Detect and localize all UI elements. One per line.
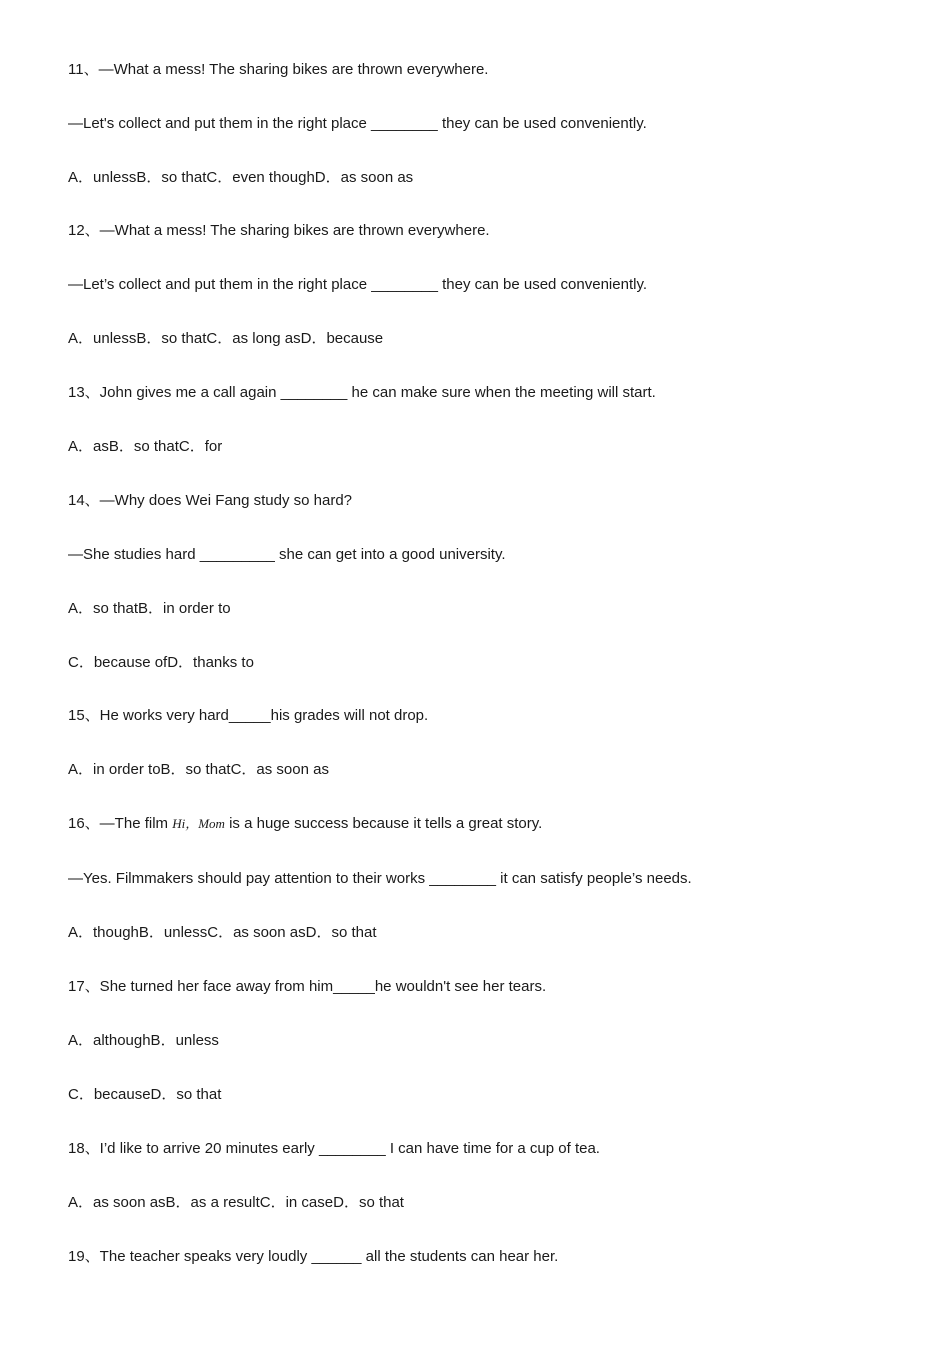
question-14-stem: 14、—Why does Wei Fang study so hard? <box>68 492 353 509</box>
question-14-options-cd: C．because ofD．thanks to <box>68 654 254 671</box>
question-11-stem: 11、—What a mess! The sharing bikes are thrown everywhere. <box>68 61 489 78</box>
question-19-stem: 19、The teacher speaks very loudly ______ all the students can hear her. <box>68 1248 559 1265</box>
question-16-reply: —Yes. Filmmakers should pay attention to their works ________ it can satisfy people’s needs. <box>68 870 692 887</box>
question-16-stem-after: is a huge success because it tells a great story. <box>224 815 543 832</box>
question-12-stem: 12、—What a mess! The sharing bikes are thrown everywhere. <box>68 222 490 239</box>
question-17-options-cd: C．becauseD．so that <box>68 1086 222 1103</box>
question-17-options-ab: A．althoughB．unless <box>68 1032 219 1049</box>
question-15-stem: 15、He works very hard_____his grades will not drop. <box>68 707 429 724</box>
question-13-stem: 13、John gives me a call again ________ he can make sure when the meeting will start. <box>68 384 656 401</box>
question-11-reply: —Let's collect and put them in the right place ________ they can be used conveniently. <box>68 115 647 132</box>
question-18-options: A．as soon asB．as a resultC．in caseD．so that <box>68 1194 404 1211</box>
question-14-options-ab: A．so thatB．in order to <box>68 600 231 617</box>
question-12-options: A．unlessB．so thatC．as long asD．because <box>68 330 384 347</box>
question-16-options: A．thoughB．unlessC．as soon asD．so that <box>68 924 377 941</box>
question-14-reply: —She studies hard _________ she can get into a good university. <box>68 546 506 563</box>
film-title: Hi，Mom <box>172 816 225 831</box>
question-18-stem: 18、I’d like to arrive 20 minutes early ________ I can have time for a cup of tea. <box>68 1140 600 1157</box>
question-16-stem-before: 16、—The film <box>68 815 173 832</box>
question-12-reply: —Let’s collect and put them in the right place ________ they can be used conveniently. <box>68 276 647 293</box>
question-17-stem: 17、She turned her face away from him_____he wouldn't see her tears. <box>68 978 547 995</box>
question-13-options: A．asB．so thatC．for <box>68 438 223 455</box>
question-11-options: A．unlessB．so thatC．even thoughD．as soon as <box>68 169 414 186</box>
question-16-stem <box>68 814 542 834</box>
question-15-options: A．in order toB．so thatC．as soon as <box>68 761 329 778</box>
